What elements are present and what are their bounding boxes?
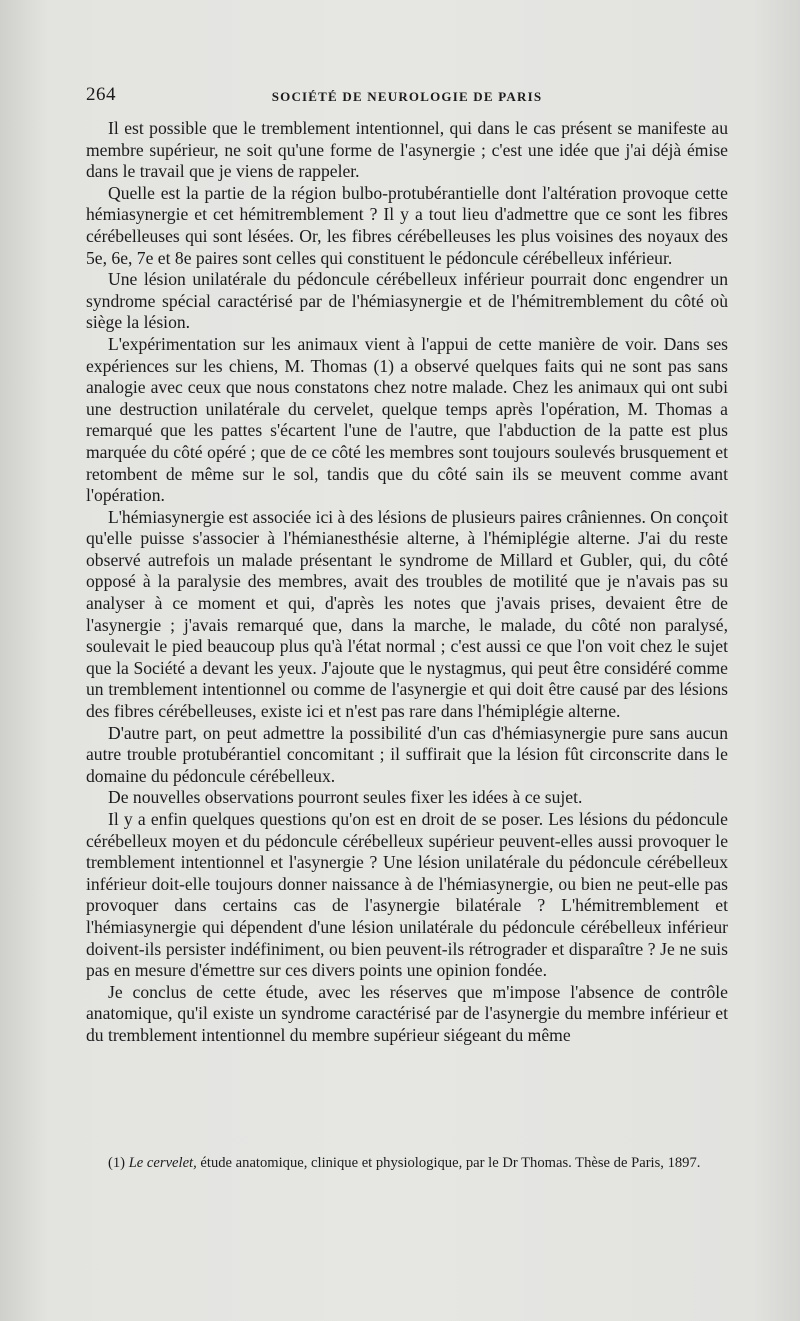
footnote	[86, 1153, 728, 1173]
paragraph: L'expérimentation sur les animaux vient à l'appui de cette manière de voir. Dans ses expériences sur les chiens, M. Thomas (1) a observé quelques faits qui ne sont pas sans analogie avec ceux que nous constatons chez notre malade. Chez les animaux qui ont subi une destruction unilatérale du cervelet, quelque temps après l'opération, M. Thomas a remarqué que les pattes s'écartent l'une de l'autre, que l'abduction de la patte est plus marquée du côté opéré ; que de ce côté les membres sont toujours soulevés brusquement et retombent de même sur le sol, tandis que du côté sain ils se meuvent comme avant l'opération.	[86, 333, 728, 506]
footnote-marker: (1)	[108, 1155, 126, 1171]
page-number: 264	[86, 84, 116, 105]
running-title: SOCIÉTÉ DE NEUROLOGIE DE PARIS	[271, 89, 543, 104]
footnote-text: étude anatomique, clinique et physiologique, par le Dr Thomas. Thèse de Paris, 1897.	[200, 1155, 701, 1171]
body-text	[86, 118, 728, 1047]
paragraph: Quelle est la partie de la région bulbo-protubérantielle dont l'altération provoque cette hémiasynergie et cet hémitremblement ? Il y a tout lieu d'admettre que ce sont les fibres cérébelleuses qui sont lésées. Or, les fibres cérébelleuses les plus voisines des noyaux des 5e, 6e, 7e et 8e paires sont celles qui constituent le pédoncule cérébelleux inférieur.	[86, 182, 728, 268]
paragraph: Je conclus de cette étude, avec les réserves que m'impose l'absence de contrôle anatomique, qu'il existe un syndrome caractérisé par de l'asynergie du membre inférieur et du tremblement intentionnel du membre supérieur siégeant du même	[86, 981, 728, 1045]
paragraph: Il y a enfin quelques questions qu'on est en droit de se poser. Les lésions du pédoncule cérébelleux moyen et du pédoncule cérébelleux supérieur peuvent-elles aussi provoquer le tremblement intentionnel et l'asynergie ? Une lésion unilatérale du pédoncule cérébelleux inférieur doit-elle toujours donner naissance à de l'hémiasynergie, ou bien ne peut-elle pas provoquer dans certains cas de l'asynergie bilatérale ? L'hémitremblement et l'hémiasynergie qui dépendent d'une lésion unilatérale du pédoncule cérébelleux inférieur doivent-ils persister indéfiniment, ou bien peuvent-ils rétrograder et disparaître ? Je ne suis pas en mesure d'émettre sur ces divers points une opinion fondée.	[86, 809, 728, 981]
footnote-title: Le cervelet,	[128, 1155, 197, 1171]
paragraph: L'hémiasynergie est associée ici à des lésions de plusieurs paires crâniennes. On conçoit qu'elle puisse s'associer à l'hémianesthésie alterne, à l'hémiplégie alterne. J'ai du reste observé autrefois un malade présentant le syndrome de Millard et Gubler, qui, du côté opposé à la paralysie des membres, avait des troubles de motilité que je n'avais pas su analyser à ce moment et qui, d'après les notes que j'avais prises, devaient être de l'asynergie ; j'avais remarqué que, dans la marche, le malade, du côté non paralysé, soulevait le pied beaucoup plus qu'à l'état normal ; c'est aussi ce que l'on voit chez le sujet que la Société a devant les yeux. J'ajoute que le nystagmus, qui peut être considéré comme un tremblement intentionnel ou comme de l'asynergie et qui doit être causé par des lésions des fibres cérébelleuses, existe ici et n'est pas rare dans l'hémiplégie alterne.	[86, 506, 728, 722]
paragraph: D'autre part, on peut admettre la possibilité d'un cas d'hémiasynergie pure sans aucun autre trouble protubérantiel concomitant ; il suffirait que la lésion fût circonscrite dans le domaine du pédoncule cérébelleux.	[86, 722, 728, 786]
paragraph: De nouvelles observations pourront seules fixer les idées à ce sujet.	[108, 787, 583, 808]
paragraph: Il est possible que le tremblement intentionnel, qui dans le cas présent se manifeste au membre supérieur, ne soit qu'une forme de l'asynergie ; c'est une idée que j'ai déjà émise dans le travail que je viens de rappeler.	[86, 118, 728, 182]
page-header	[86, 84, 728, 112]
paragraph: Une lésion unilatérale du pédoncule cérébelleux inférieur pourrait donc engendrer un syndrome spécial caractérisé par de l'hémiasynergie et de l'hémitremblement du côté où siège la lésion.	[86, 269, 728, 333]
